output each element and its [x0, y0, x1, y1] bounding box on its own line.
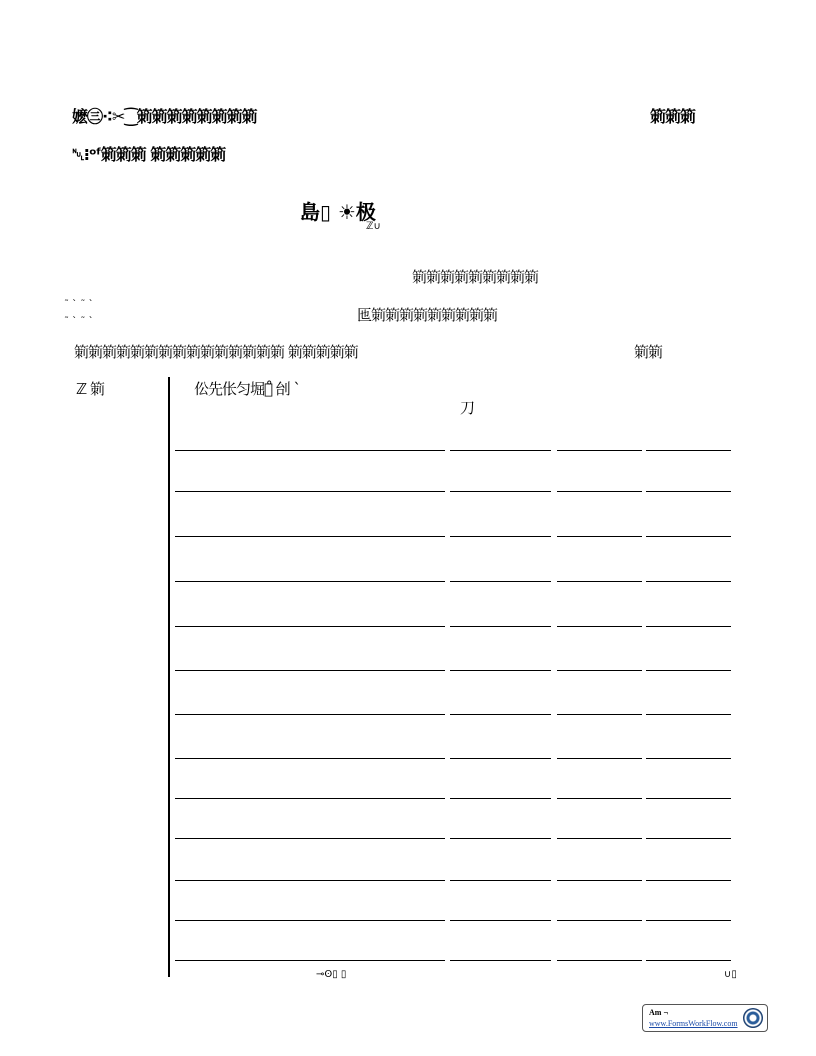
- table-rule-r4-c2: [557, 626, 642, 627]
- table-rule-r0-c0: [175, 450, 445, 451]
- table-rule-r7-c3: [646, 758, 731, 759]
- info-long-line-right: 箣箣: [634, 343, 663, 361]
- table-rule-r9-c0: [175, 838, 445, 839]
- table-rule-r6-c3: [646, 714, 731, 715]
- table-header-text: 伀先伥匀堀刀̊ 刣 `: [194, 380, 301, 398]
- table-rule-r3-c1: [450, 581, 551, 582]
- table-header-sub: 刀: [460, 399, 475, 417]
- table-rule-r2-c0: [175, 536, 445, 537]
- page-title: 島▯ ☀极: [300, 200, 376, 224]
- table-rule-r10-c3: [646, 880, 731, 881]
- table-rule-r1-c2: [557, 491, 642, 492]
- table-rule-r7-c2: [557, 758, 642, 759]
- table-rule-r1-c3: [646, 491, 731, 492]
- table-rule-r0-c3: [646, 450, 731, 451]
- table-rule-r8-c1: [450, 798, 551, 799]
- table-rule-r11-c2: [557, 920, 642, 921]
- table-rule-r2-c2: [557, 536, 642, 537]
- table-rule-r9-c2: [557, 838, 642, 839]
- info-line1: 箣箣箣箣箣箣箣箣箣: [412, 268, 539, 286]
- table-rule-r5-c3: [646, 670, 731, 671]
- table-footer-center: ⊸ʘ▯ ▯: [316, 969, 347, 980]
- table-rule-r9-c3: [646, 838, 731, 839]
- info-marks2: ˜ ` ˜ `: [64, 316, 94, 327]
- table-rule-r2-c3: [646, 536, 731, 537]
- table-rule-r10-c1: [450, 880, 551, 881]
- table-rule-r8-c3: [646, 798, 731, 799]
- formsworkflow-logo[interactable]: [642, 1004, 768, 1032]
- table-rule-r10-c2: [557, 880, 642, 881]
- table-rule-r12-c1: [450, 960, 551, 961]
- table-rule-r6-c0: [175, 714, 445, 715]
- table-rule-r4-c3: [646, 626, 731, 627]
- table-rule-r12-c0: [175, 960, 445, 961]
- table-rule-r9-c1: [450, 838, 551, 839]
- table-rule-r11-c3: [646, 920, 731, 921]
- header-line1-left: 嬷㊂⁖✂⁐箣箣箣箣箣箣箣箣: [72, 107, 257, 126]
- table-rule-r4-c0: [175, 626, 445, 627]
- page-subtitle: ℤ∪: [366, 221, 381, 232]
- table-rule-r6-c2: [557, 714, 642, 715]
- table-left-border: [168, 377, 170, 977]
- table-rule-r8-c0: [175, 798, 445, 799]
- logo-top-text: Am ¬: [649, 1008, 668, 1017]
- table-rule-r3-c3: [646, 581, 731, 582]
- table-rule-r6-c1: [450, 714, 551, 715]
- info-long-line: 箣箣箣箣箣箣箣箣箣箣箣箣箣箣箣 箣箣箣箣箣: [74, 343, 358, 361]
- table-rule-r0-c1: [450, 450, 551, 451]
- table-rule-r0-c2: [557, 450, 642, 451]
- info-line2: 匜箣箣箣箣箣箣箣箣箣: [357, 306, 498, 324]
- table-rule-r5-c2: [557, 670, 642, 671]
- target-icon: [743, 1008, 763, 1028]
- table-rule-r5-c1: [450, 670, 551, 671]
- header-line1-right: 箣箣箣: [650, 107, 696, 126]
- header-line2-left: ␀⁝ᵒᶠ箣箣箣 箣箣箣箣箣: [72, 145, 226, 164]
- table-rule-r7-c1: [450, 758, 551, 759]
- logo-url-link[interactable]: www.FormsWorkFlow.com: [649, 1019, 738, 1028]
- table-rule-r3-c2: [557, 581, 642, 582]
- table-rule-r3-c0: [175, 581, 445, 582]
- table-rule-r11-c1: [450, 920, 551, 921]
- info-marks1: ˜ ` ˜ `: [64, 299, 94, 310]
- table-left-label: ℤ 箣: [76, 380, 104, 398]
- table-rule-r12-c2: [557, 960, 642, 961]
- table-rule-r12-c3: [646, 960, 731, 961]
- table-footer-right: ∪▯: [724, 969, 737, 980]
- table-rule-r4-c1: [450, 626, 551, 627]
- table-rule-r2-c1: [450, 536, 551, 537]
- table-rule-r8-c2: [557, 798, 642, 799]
- table-rule-r1-c1: [450, 491, 551, 492]
- table-rule-r10-c0: [175, 880, 445, 881]
- table-rule-r1-c0: [175, 491, 445, 492]
- table-rule-r11-c0: [175, 920, 445, 921]
- table-rule-r7-c0: [175, 758, 445, 759]
- table-rule-r5-c0: [175, 670, 445, 671]
